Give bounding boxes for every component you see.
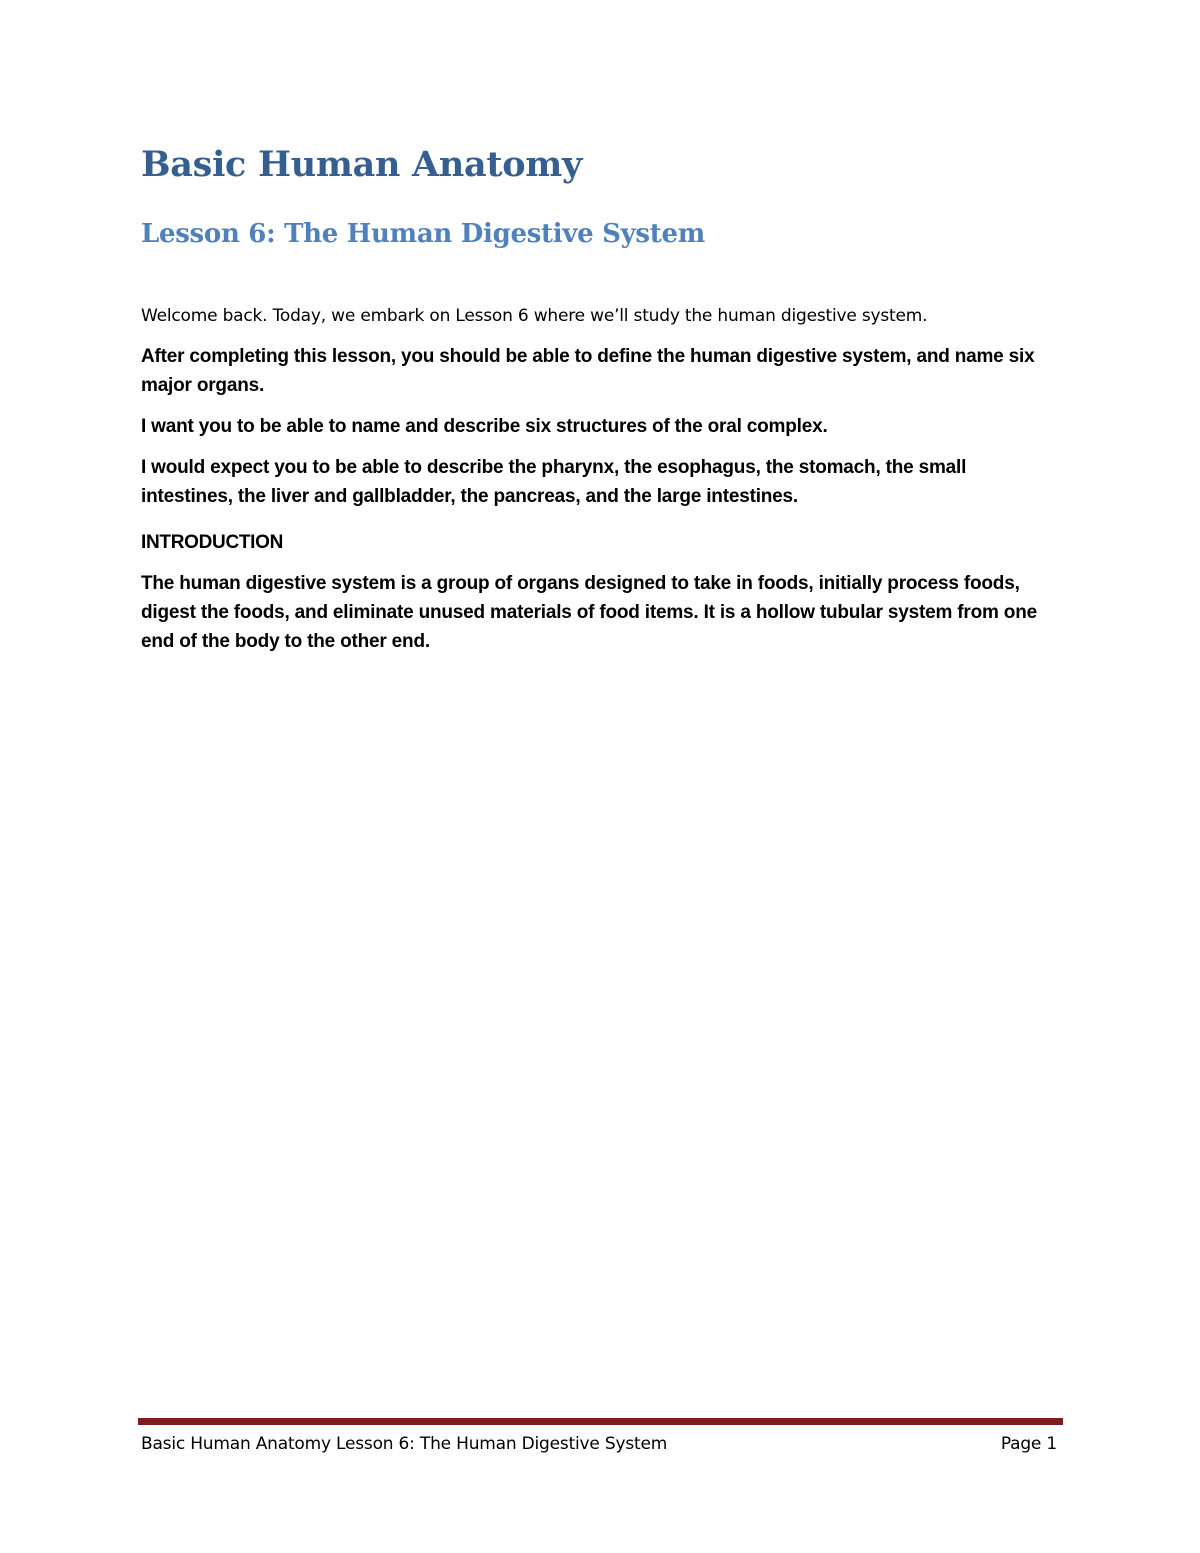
page-footer (141, 1430, 1057, 1458)
footer-divider (138, 1418, 1063, 1425)
page-number: Page 1 (1000, 1434, 1057, 1454)
lesson-subtitle: Lesson 6: The Human Digestive System (141, 219, 705, 249)
footer-text: Basic Human Anatomy Lesson 6: The Human Digestive System (141, 1434, 668, 1454)
objective-paragraph: I would expect you to be able to describe the pharynx, the esophagus, the stomach, the small intestines, the liver and gallbladder, the pancreas, and the large intestines. (141, 457, 967, 507)
page-content (141, 140, 1061, 656)
objective-paragraph: After completing this lesson, you should be able to define the human digestive system, and name six major organs. (141, 346, 1035, 396)
document-title: Basic Human Anatomy (141, 144, 583, 185)
welcome-paragraph: Welcome back. Today, we embark on Lesson 6 where we’ll study the human digestive system. (141, 306, 928, 326)
introduction-paragraph: The human digestive system is a group of organs designed to take in foods, initially process foods, digest the foods, and eliminate unused materials of food items. It is a hollow tubular system from one end of the body to the other end. (141, 573, 1037, 652)
section-heading-introduction: INTRODUCTION (141, 532, 284, 553)
objective-paragraph: I want you to be able to name and describe six structures of the oral complex. (141, 416, 828, 437)
